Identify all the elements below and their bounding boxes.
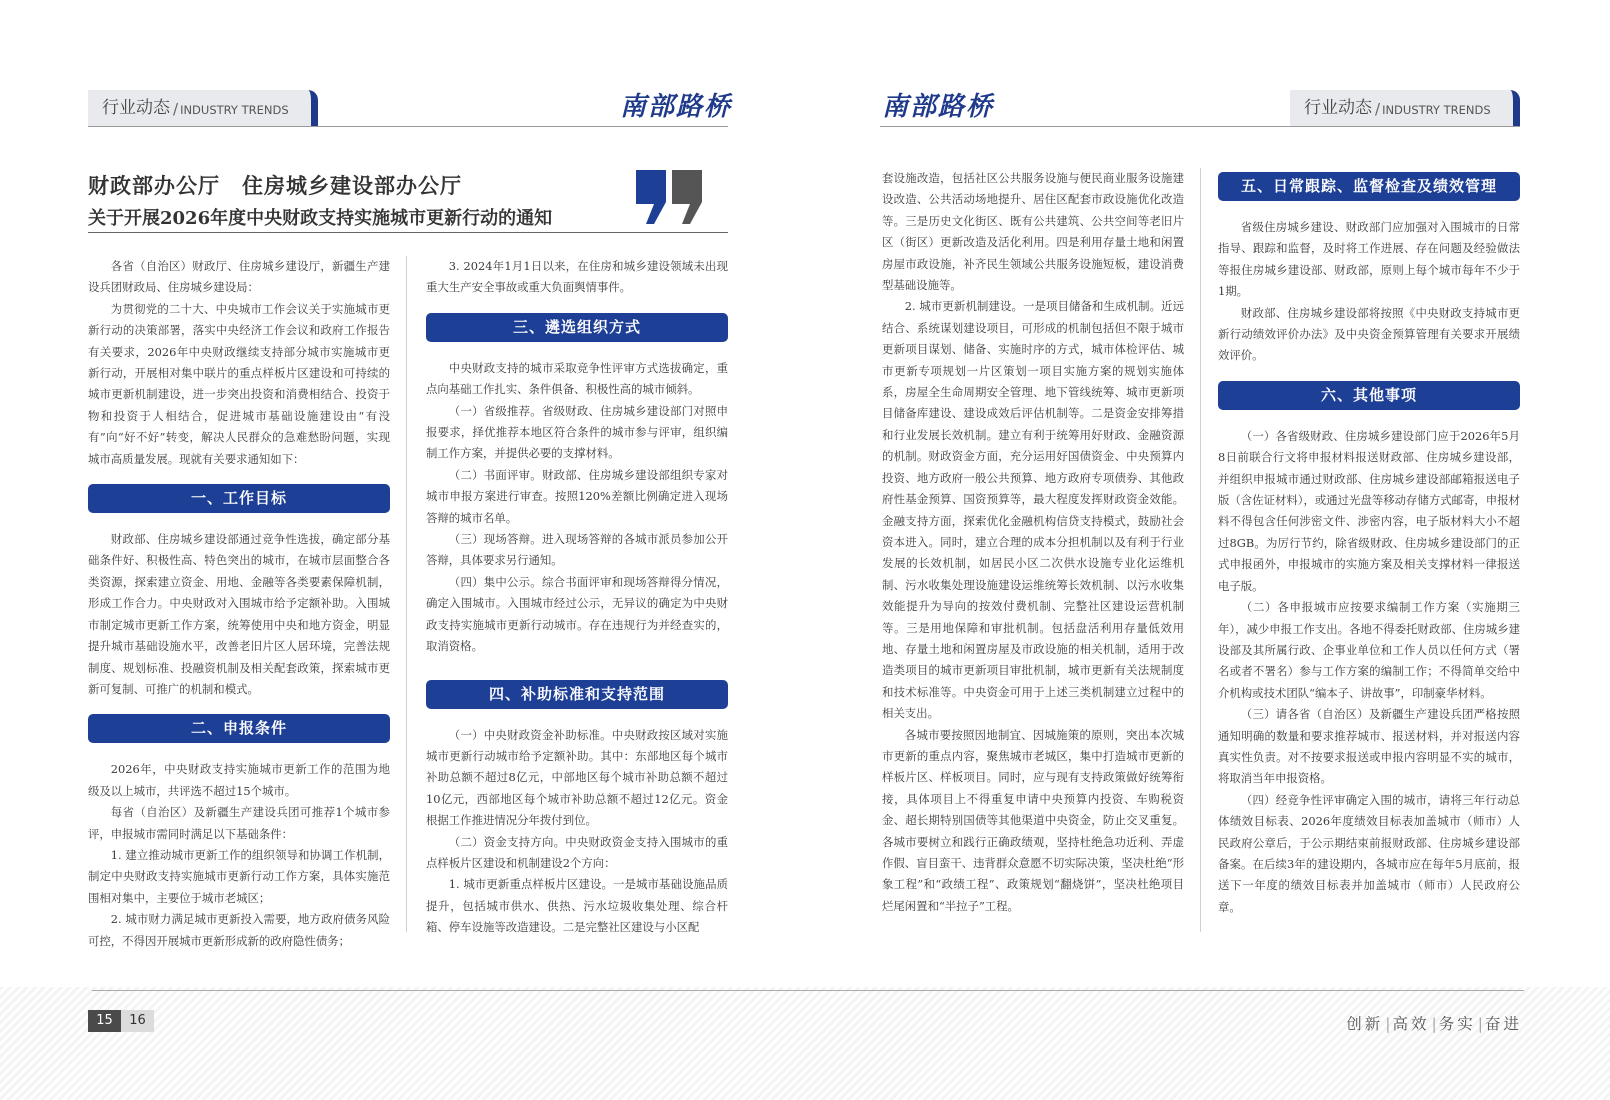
paragraph: 每省（自治区）及新疆生产建设兵团可推荐1个城市参评，申报城市需同时满足以下基础条件： — [88, 805, 390, 841]
article-title-line1: 财政部办公厅 住房城乡建设部办公厅 — [88, 173, 462, 198]
brand-logo-left: 南部路桥 — [620, 92, 733, 122]
paragraph: （四）经竞争性评审确定入围的城市，请将三年行动总体绩效目标表、2026年度绩效目标表加盖城市（师市）人民政府公章后，于公示期结束前报财政部、住房城乡建设部备案。在后续3年的建设期内，各城市应在每年5月底前，报送下一年度的绩效目标表并加盖城市（师市）人民政府公章。 — [1218, 792, 1520, 914]
section-heading-5: 五、日常跟踪、监督检查及绩效管理 — [1218, 172, 1520, 201]
paragraph: 套设施改造，包括社区公共服务设施与便民商业服务设施建设改造、公共活动场地提升、居住区配套市政设施优化改造等。三是历史文化街区、既有公共建筑、公共空间等老旧片区（街区）更新改造及活化利用。四是利用存量土地和闲置房屋市政设施，补齐民生领域公共服务设施短板，建设消费型基础设施等。 — [882, 171, 1184, 293]
paragraph: （二）书面评审。财政部、住房城乡建设部组织专家对城市申报方案进行审查。按照120%差额比例确定进入现场答辩的城市名单。 — [426, 467, 728, 525]
column-4 — [1218, 158, 1520, 918]
column-2 — [426, 256, 728, 939]
paragraph: 中央财政支持的城市采取竞争性评审方式选拔确定，重点向基础工作扎实、条件俱备、积极性高的城市倾斜。 — [426, 360, 728, 397]
paragraph: 各城市要按照因地制宜、因城施策的原则，突出本次城市更新的重点内容，聚焦城市老城区，集中打造城市更新的样板片区、样板项目。同时，应与现有支持政策做好统筹衔接，具体项目上不得重复申请中央预算内投资、车购税资金、超长期特别国债等其他渠道中央资金，防止交叉重复。各城市要树立和践行正确政绩观，坚持杜绝急功近利、弄虚作假、盲目蛮干、违背群众意愿不切实际决策，坚决杜绝“形象工程”和“政绩工程”、政策规划“翻烧饼”，坚决杜绝项目烂尾闲置和“半拉子”工程。 — [882, 727, 1184, 913]
paragraph: 省级住房城乡建设、财政部门应加强对入围城市的日常指导、跟踪和监督，及时将工作进展、存在问题及经验做法等报住房城乡建设部、财政部，原则上每个城市每年不少于1期。 — [1218, 220, 1520, 299]
column-divider — [406, 256, 407, 932]
paragraph: （四）集中公示。综合书面评审和现场答辩得分情况，确定入围城市。入围城市经过公示，无异议的确定为中央财政支持实施城市更新行动城市。存在违规行为并经查实的，取消资格。 — [426, 574, 728, 654]
section-heading-1: 一、工作目标 — [88, 484, 390, 513]
paragraph: 2. 城市财力满足城市更新投入需要，地方政府债务风险可控，不得因开展城市更新形成新的政府隐性债务； — [88, 912, 390, 948]
header-rule-left — [88, 126, 728, 127]
section-tab-en: INDUSTRY TRENDS — [1382, 103, 1491, 117]
header-rule-right — [880, 126, 1520, 127]
paragraph: （二）资金支持方向。中央财政资金支持入围城市的重点样板片区建设和机制建设2个方向： — [426, 834, 728, 870]
article-title-line2: 关于开展2026年度中央财政支持实施城市更新行动的通知 — [88, 208, 553, 229]
paragraph: 3. 2024年1月1日以来，在住房和城乡建设领域未出现重大生产安全事故或重大负面舆情事件。 — [426, 259, 728, 295]
section-tab-cn: 行业动态 — [102, 98, 170, 118]
section-tab-left — [88, 90, 318, 126]
paragraph: 1. 城市更新重点样板片区建设。一是城市基础设施品质提升，包括城市供水、供热、污水垃圾收集处理、综合杆箱、停车设施等改造建设。二是完整社区建设与小区配 — [426, 877, 728, 935]
footer-rule — [92, 990, 1524, 991]
page-number-left: 15 — [88, 1010, 121, 1032]
slogan-word: 高效 — [1392, 1015, 1430, 1033]
section-tab-slash: / — [173, 100, 179, 118]
section-tab-slash: / — [1375, 100, 1381, 118]
paragraph: 财政部、住房城乡建设部通过竞争性选拔，确定部分基础条件好、积极性高、特色突出的城市，在城市层面整合各类资源，探索建立资金、用地、金融等各类要素保障机制，形成工作合力。中央财政对入围城市给予定额补助。入围城市制定城市更新工作方案，统筹使用中央和地方资金，明显提升城市基础设施水平，改善老旧片区人居环境，完善法规制度、规划标准、投融资机制及相关配套政策，探索城市更新可复制、可推广的机制和模式。 — [88, 532, 390, 696]
section-heading-6: 六、其他事项 — [1218, 381, 1520, 410]
paragraph: 为贯彻党的二十大、中央城市工作会议关于实施城市更新行动的决策部署，落实中央经济工作会议和政府工作报告有关要求，2026年中央财政继续支持部分城市实施城市更新行动，开展相对集中联片的重点样板片区建设和可持续的城市更新机制建设，进一步突出投资和消费相结合、投资于物和投资于人相结合，促进城市基础设施建设由“有没有”向“好不好”转变，解决人民群众的急难愁盼问题，实现城市高质量发展。现就有关要求通知如下： — [88, 301, 390, 466]
section-tab-right — [1290, 90, 1520, 126]
paragraph: 1. 建立推动城市更新工作的组织领导和协调工作机制，制定中央财政支持实施城市更新行动工作方案，具体实施范围相对集中，主要位于城市老城区； — [88, 847, 390, 905]
paragraph: 2. 城市更新机制建设。一是项目储备和生成机制。近远结合、系统谋划建设项目，可形成的机制包括但不限于城市更新项目谋划、储备、实施时序的方式，城市体检评估、城市更新专项规划一片区策划一项目实施方案的规划实施体系，房屋全生命周期安全管理、地下管线统筹、城市更新项目储备库建设、建设成效后评估机制等。二是资金安排筹措和行业发展长效机制。建立有利于统筹用好财政、金融资源的机制。财政资金方面，充分运用好国债资金、中央预算内投资、地方政府一般公共预算、地方政府专项债券、其他政府性基金预算、国资预算等，最大程度发挥财政资金效能。金融支持方面，探索优化金融机构信贷支持模式，鼓励社会资本进入。同时，建立合理的成本分担机制以及有利于行业发展的长效机制，如居民小区二次供水设施专业化运维机制、污水收集处理设施建设运维统筹长效机制、以污水收集效能提升为导向的按效付费机制、完整社区建设运营机制等。三是用地保障和审批机制。包括盘活利用存量低效用地、存量土地和闲置房屋及市政设施的相关机制，适用于改造类项目的城市更新项目审批机制，城市更新有关法规制度和技术标准等。中央资金可用于上述三类机制建立过程中的相关支出。 — [882, 299, 1184, 721]
brand-logo-right: 南部路桥 — [882, 92, 995, 122]
paragraph: （一）各省级财政、住房城乡建设部门应于2026年5月8日前联合行文将申报材料报送财政部、住房城乡建设部，并组织申报城市通过财政部、住房城乡建设部邮箱报送电子版（含佐证材料），或通过光盘等移动存储方式邮寄，申报材料不得包含任何涉密文件、涉密内容，电子版材料大小不超过8GB。为厉行节约，除省级财政、住房城乡建设部门的正式申报函外，申报城市的实施方案及相关支撑材料一律报送电子版。 — [1218, 428, 1520, 593]
paragraph: （三）现场答辩。进入现场答辩的各城市派员参加公开答辩，具体要求另行通知。 — [426, 532, 728, 568]
section-heading-4: 四、补助标准和支持范围 — [426, 680, 728, 709]
column-3 — [882, 168, 1184, 917]
title-rule — [88, 232, 728, 233]
section-heading-2: 二、申报条件 — [88, 714, 390, 743]
paragraph: 2026年，中央财政支持实施城市更新工作的范围为地级及以上城市，共评选不超过15个城市。 — [88, 762, 390, 798]
paragraph: 各省（自治区）财政厅、住房城乡建设厅，新疆生产建设兵团财政局、住房城乡建设局： — [88, 259, 390, 295]
section-heading-3: 三、遴选组织方式 — [426, 313, 728, 342]
paragraph: 财政部、住房城乡建设部将按照《中央财政支持城市更新行动绩效评价办法》及中央资金预算管理有关要求开展绩效评价。 — [1218, 305, 1520, 363]
column-1 — [88, 256, 390, 952]
footer-slogan: 创新 | 高效 | 务实 | 奋进 — [1346, 1015, 1522, 1033]
article-title — [88, 170, 628, 230]
slogan-word: 创新 — [1346, 1015, 1384, 1033]
section-tab-cn: 行业动态 — [1304, 98, 1372, 118]
section-tab-en: INDUSTRY TRENDS — [180, 103, 289, 117]
column-divider — [1200, 168, 1201, 932]
footer-band — [0, 987, 1610, 1100]
paragraph: （二）各申报城市应按要求编制工作方案（实施期三年），减少申报工作支出。各地不得委托财政部、住房城乡建设部及其所属行政、企事业单位和工作人员以任何方式（署名或者不署名）参与工作方案的编制工作；不得简单交给中介机构或技术团队“编本子、讲故事”，印制豪华材料。 — [1218, 600, 1520, 700]
paragraph: （三）请各省（自治区）及新疆生产建设兵团严格按照通知明确的数量和要求推荐城市、报送材料，并对报送内容真实性负责。对不按要求报送或申报内容明显不实的城市，将取消当年申报资格。 — [1218, 707, 1520, 786]
paragraph: （一）中央财政资金补助标准。中央财政按区域对实施城市更新行动城市给予定额补助。其中：东部地区每个城市补助总额不超过8亿元，中部地区每个城市补助总额不超过10亿元，西部地区每个城市补助总额不超过12亿元。资金根据工作推进情况分年拨付到位。 — [426, 727, 728, 828]
quote-mark-icon — [636, 168, 704, 226]
paragraph: （一）省级推荐。省级财政、住房城乡建设部门对照申报要求，择优推荐本地区符合条件的城市参与评审，组织编制工作方案，并提供必要的支撑材料。 — [426, 403, 728, 461]
slogan-word: 务实 — [1438, 1015, 1476, 1033]
slogan-word: 奋进 — [1484, 1015, 1522, 1033]
page-number-right: 16 — [121, 1010, 154, 1032]
